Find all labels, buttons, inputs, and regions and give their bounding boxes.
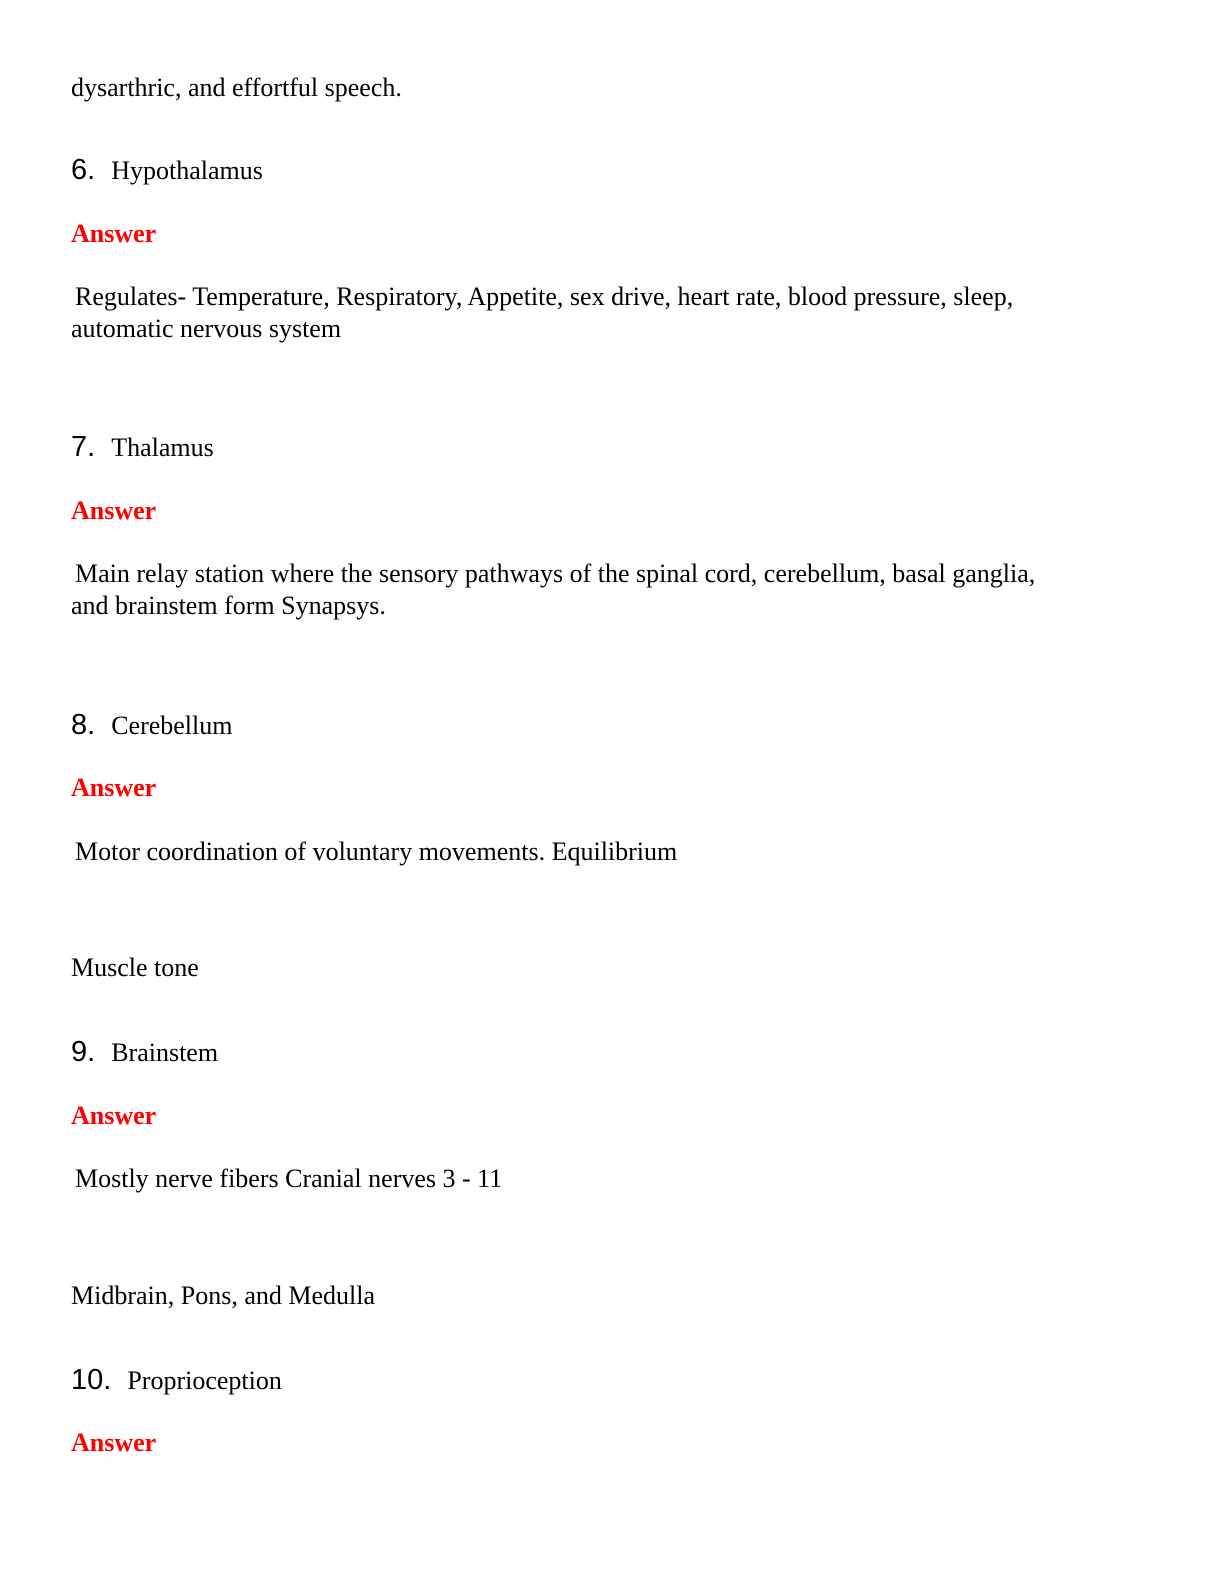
answer-text-line: automatic nervous system <box>71 314 342 343</box>
question-number: 8. <box>71 709 96 741</box>
question-6 <box>71 154 263 187</box>
intro-text: dysarthric, and effortful speech. <box>71 73 402 102</box>
question-number: 10. <box>71 1364 112 1396</box>
question-term: Brainstem <box>111 1038 219 1067</box>
answer-text-line: Main relay station where the sensory pathways of the spinal cord, cerebellum, basal ganglia, <box>75 559 1036 588</box>
answer-extra-text: Midbrain, Pons, and Medulla <box>71 1281 376 1310</box>
question-number: 7. <box>71 431 96 463</box>
answer-label-text: Answer <box>71 773 157 802</box>
answer-label <box>71 495 156 527</box>
answer-label-text: Answer <box>71 219 157 248</box>
question-term: Thalamus <box>111 433 214 462</box>
answer-label <box>71 218 156 250</box>
question-9 <box>71 1036 218 1069</box>
answer-text-line: Motor coordination of voluntary movements. Equilibrium <box>75 837 678 866</box>
answer-extra-text: Muscle tone <box>71 953 199 982</box>
answer-label <box>71 772 156 804</box>
answer-label-text: Answer <box>71 496 157 525</box>
question-term: Proprioception <box>127 1366 282 1395</box>
answer-text-line: and brainstem form Synapsys. <box>71 591 386 620</box>
question-term: Cerebellum <box>111 711 233 740</box>
question-7 <box>71 431 214 464</box>
answer-label <box>71 1427 156 1459</box>
answer-label-text: Answer <box>71 1101 157 1130</box>
question-8 <box>71 709 232 742</box>
question-number: 9. <box>71 1036 96 1068</box>
answer-label <box>71 1100 156 1132</box>
answer-text-line: Regulates- Temperature, Respiratory, Appetite, sex drive, heart rate, blood pressure, sleep, <box>75 282 1014 311</box>
question-term: Hypothalamus <box>111 156 263 185</box>
answer-text-line: Mostly nerve fibers Cranial nerves 3 - 11 <box>75 1164 503 1193</box>
answer-label-text: Answer <box>71 1428 157 1457</box>
question-10 <box>71 1364 282 1397</box>
question-number: 6. <box>71 154 96 186</box>
